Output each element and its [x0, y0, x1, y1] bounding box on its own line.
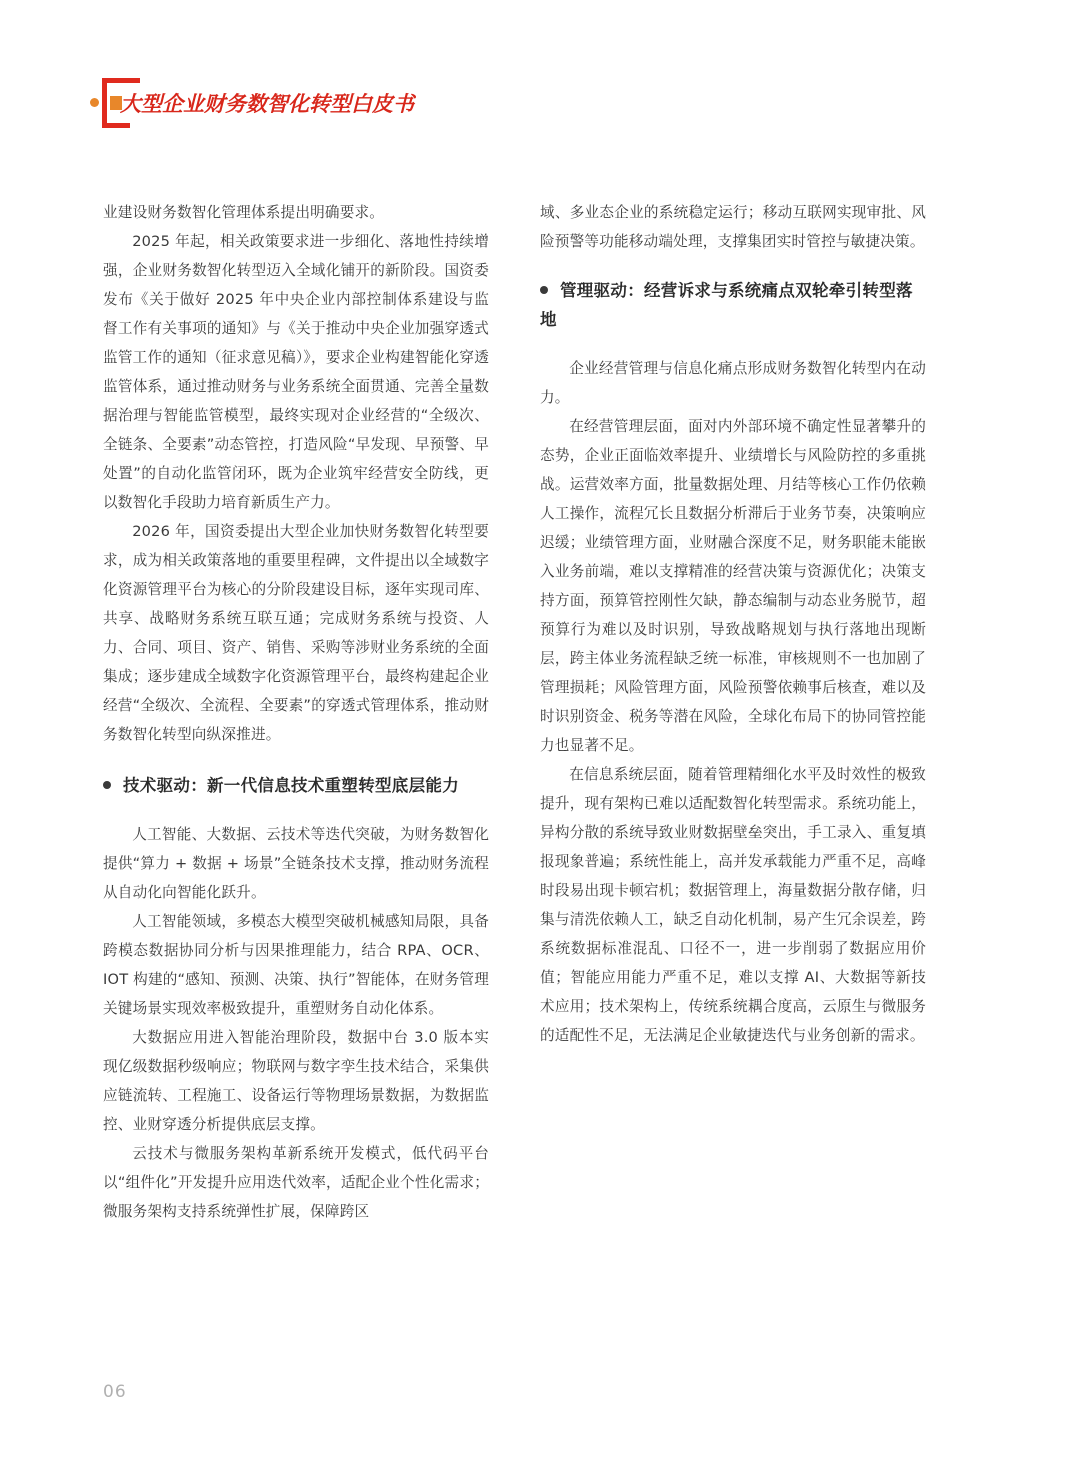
section-heading: [540, 276, 926, 334]
paragraph: 在信息系统层面，随着管理精细化水平及时效性的极致提升，现有架构已难以适配数智化转型需求。系统功能上，异构分散的系统导致业财数据壁垒突出，手工录入、重复填报现象普遍；系统性能上，高并发承载能力严重不足，高峰时段易出现卡顿宕机；数据管理上，海量数据分散存储，归集与清洗依赖人工，缺乏自动化机制，易产生冗余误差，跨系统数据标准混乱、口径不一，进一步削弱了数据应用价值；智能应用能力严重不足，难以支撑 AI、大数据等新技术应用；技术架构上，传统系统耦合度高，云原生与微服务的适配性不足，无法满足企业敏捷迭代与业务创新的需求。: [540, 766, 926, 1044]
paragraph: 2026 年，国资委提出大型企业加快财务数智化转型要求，成为相关政策落地的重要里程碑，文件提出以全域数字化资源管理平台为核心的分阶段建设目标，逐年实现司库、共享、战略财务系统互联互通；完成财务系统与投资、人力、合同、项目、资产、销售、采购等涉财业务系统的全面集成；逐步建成全域数字化资源管理平台，最终构建起企业经营“全级次、全流程、全要素”的穿透式管理体系，推动财务数智化转型向纵深推进。: [103, 523, 489, 743]
section-heading-text: 技术驱动：新一代信息技术重塑转型底层能力: [123, 776, 459, 795]
section-heading: [103, 771, 489, 800]
bullet-icon: [540, 286, 548, 294]
report-header: [82, 74, 502, 132]
paragraph: 业建设财务数智化管理体系提出明确要求。: [103, 204, 385, 221]
paragraph: 在经营管理层面，面对内外部环境不确定性显著攀升的态势，企业正面临效率提升、业绩增长与风险防控的多重挑战。运营效率方面，批量数据处理、月结等核心工作仍依赖人工操作，流程冗长且数据分析滞后于业务节奏，决策响应迟缓；业绩管理方面，业财融合深度不足，财务职能未能嵌入业务前端，难以支撑精准的经营决策与资源优化；决策支持方面，预算管控刚性欠缺，静态编制与动态业务脱节，超预算行为难以及时识别，导致战略规划与执行落地出现断层，跨主体业务流程缺乏统一标准，审核规则不一也加剧了管理损耗；风险管理方面，风险预警依赖事后核查，难以及时识别资金、税务等潜在风险，全球化布局下的协同管控能力也显著不足。: [540, 418, 926, 754]
paragraph: 2025 年起，相关政策要求进一步细化、落地性持续增强，企业财务数智化转型迈入全域化铺开的新阶段。国资委发布《关于做好 2025 年中央企业内部控制体系建设与监督工作有关事项的通知》与《关于推动中央企业加强穿透式监管工作的通知（征求意见稿）》，要求企业构建智能化穿透监管体系，通过推动财务与业务系统全面贯通、完善全量数据治理与智能监管模型，最终实现对企业经营的“全级次、全链条、全要素”动态管控，打造风险“早发现、早预警、早处置”的自动化监管闭环，既为企业筑牢经营安全防线，更以数智化手段助力培育新质生产力。: [103, 233, 489, 511]
paragraph: 企业经营管理与信息化痛点形成财务数智化转型内在动力。: [540, 360, 926, 406]
paragraph: 云技术与微服务架构革新系统开发模式，低代码平台以“组件化”开发提升应用迭代效率，适配企业个性化需求；微服务架构支持系统弹性扩展，保障跨区: [103, 1145, 489, 1220]
section-heading-text: 管理驱动：经营诉求与系统痛点双轮牵引转型落地: [540, 281, 913, 329]
paragraph: 人工智能领域，多模态大模型突破机械感知局限，具备跨模态数据协同分析与因果推理能力，结合 RPA、OCR、IOT 构建的“感知、预测、决策、执行”智能体，在财务管理关键场景实现效率极致提升，重塑财务自动化体系。: [103, 913, 489, 1017]
paragraph: 人工智能、大数据、云技术等迭代突破，为财务数智化提供“算力 + 数据 + 场景”全链条技术支撑，推动财务流程从自动化向智能化跃升。: [103, 826, 489, 901]
bullet-icon: [103, 781, 111, 789]
page-number: 06: [103, 1382, 127, 1402]
right-column: [540, 198, 926, 1050]
paragraph: 域、多业态企业的系统稳定运行；移动互联网实现审批、风险预警等功能移动端处理，支撑集团实时管控与敏捷决策。: [540, 204, 926, 250]
report-title: 大型企业财务数智化转型白皮书: [120, 92, 414, 116]
paragraph: 大数据应用进入智能治理阶段，数据中台 3.0 版本实现亿级数据秒级响应；物联网与数字孪生技术结合，采集供应链流转、工程施工、设备运行等物理场景数据，为数据监控、业财穿透分析提供底层支撑。: [103, 1029, 489, 1133]
logo-dot-icon: [90, 98, 99, 107]
left-column: [103, 198, 489, 1226]
